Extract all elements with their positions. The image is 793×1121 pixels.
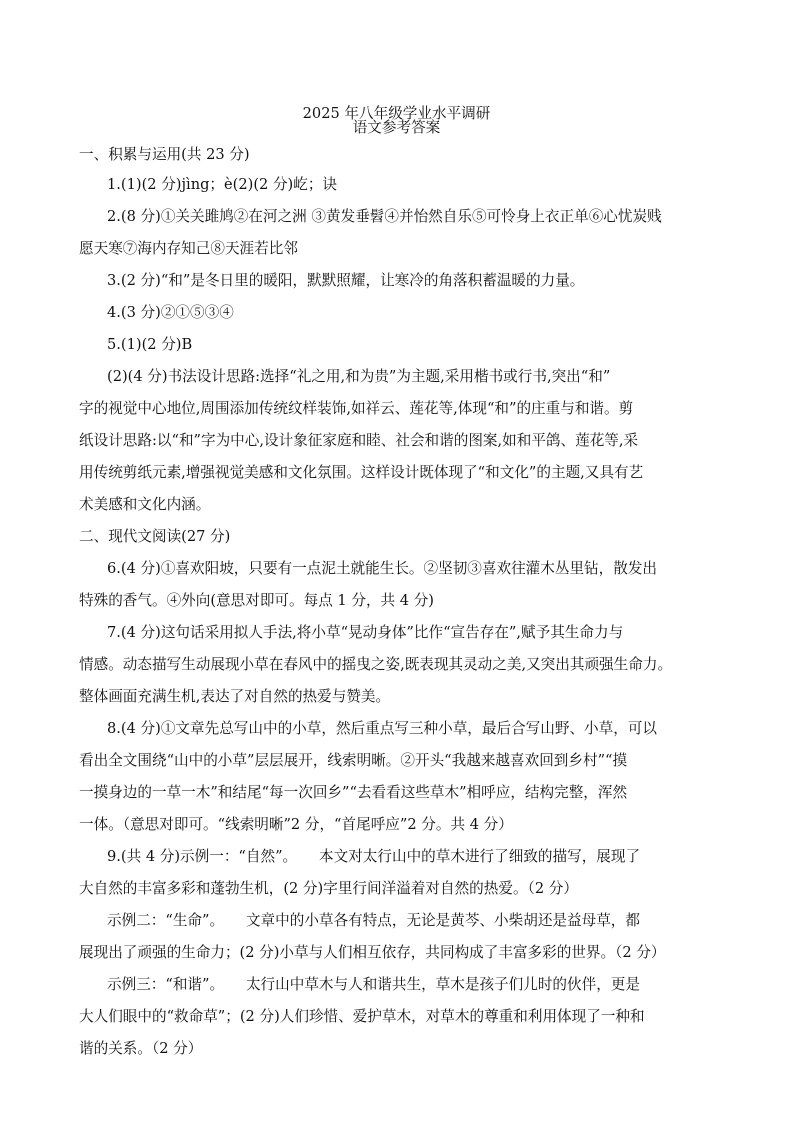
answer-q2-line1: 2.(8 分)①关关雎鸠②在河之洲 ③黄发垂髫④并怡然自乐⑤可怜身上衣正单⑥心忧炭贱 bbox=[107, 208, 662, 225]
answer-q9-example2-line2: 展现出了顽强的生命力；(2 分)小草与人们相互依存，共同构成了丰富多彩的世界。（2 分） bbox=[79, 944, 666, 961]
answer-q5-part2-line1: (2)(4 分)书法设计思路:选择“礼之用,和为贵”为主题,采用楷书或行书,突出“和” bbox=[107, 368, 611, 385]
answer-q6-line2: 特殊的香气。④外向(意思对即可。每点 1 分，共 4 分) bbox=[79, 592, 434, 609]
answer-q2-line2: 愿天寒⑦海内存知己⑧天涯若比邻 bbox=[79, 240, 298, 257]
answer-q7-line2: 情感。动态描写生动展现小草在春风中的摇曳之姿,既表现其灵动之美,又突出其顽强生命力。 bbox=[79, 656, 673, 673]
answer-q7-line3: 整体画面充满生机,表达了对自然的热爱与赞美。 bbox=[79, 688, 391, 705]
answer-q5-part2-line4: 用传统剪纸元素,增强视觉美感和文化氛围。这样设计既体现了“和文化”的主题,又具有艺 bbox=[79, 464, 644, 481]
page-subtitle: 语文参考答案 bbox=[352, 119, 441, 136]
answer-q6-line1: 6.(4 分)①喜欢阳坡，只要有一点泥土就能生长。②坚韧③喜欢往灌木丛里钻，散发出 bbox=[107, 560, 658, 577]
answer-q8-line4: 一体。（意思对即可。“线索明晰”2 分，“首尾呼应”2 分。共 4 分） bbox=[79, 816, 513, 833]
answer-q9-example3-line2: 大人们眼中的“救命草”；(2 分)人们珍惜、爱护草木，对草木的尊重和利用体现了一种和 bbox=[79, 1008, 645, 1025]
answer-q5-part2-line5: 术美感和文化内涵。 bbox=[79, 496, 211, 513]
answer-q7-line1: 7.(4 分)这句话采用拟人手法,将小草“晃动身体”比作“宣告存在”,赋予其生命力与 bbox=[107, 624, 624, 641]
answer-q4: 4.(3 分)②①⑤③④ bbox=[107, 304, 234, 321]
answer-q9-example1-line1: 9.(共 4 分)示例一：“自然”。 本文对太行山中的草木进行了细致的描写，展现了 bbox=[107, 848, 641, 865]
answer-q9-example1-line2: 大自然的丰富多彩和蓬勃生机，(2 分)字里行间洋溢着对自然的热爱。（2 分） bbox=[79, 880, 578, 897]
answer-q5-part2-line3: 纸设计思路:以“和”字为中心,设计象征家庭和睦、社会和谐的图案,如和平鸽、莲花等,采 bbox=[79, 432, 639, 449]
answer-q5-part1: 5.(1)(2 分)B bbox=[107, 336, 193, 353]
section-heading-modern-reading: 二、现代文阅读(27 分) bbox=[79, 528, 231, 545]
answer-q9-example3-line3: 谐的关系。（2 分） bbox=[79, 1040, 203, 1057]
section-heading-accumulation: 一、积累与运用(共 23 分) bbox=[79, 146, 250, 163]
answer-q3: 3.(2 分)“和”是冬日里的暖阳，默默照耀，让寒冷的角落积蓄温暖的力量。 bbox=[107, 272, 585, 289]
answer-q5-part2-line2: 字的视觉中心地位,周围添加传统纹样装饰,如祥云、莲花等,体现“和”的庄重与和谐。剪 bbox=[79, 400, 634, 417]
answer-q8-line1: 8.(4 分)①文章先总写山中的小草，然后重点写三种小草，最后合写山野、小草，可以 bbox=[107, 720, 658, 737]
answer-q8-line3: 一摸身边的一草一木”和结尾“每一次回乡”“去看看这些草木”相呼应，结构完整，浑然 bbox=[79, 784, 628, 801]
answer-q8-line2: 看出全文围绕“山中的小草”层层展开，线索明晰。②开头“我越来越喜欢回到乡村”“摸 bbox=[79, 752, 628, 769]
page-title: 2025 年八年级学业水平调研 bbox=[302, 105, 491, 122]
answer-q9-example3-line1: 示例三：“和谐”。 太行山中草木与人和谐共生，草木是孩子们儿时的伙伴，更是 bbox=[107, 976, 640, 993]
answer-q9-example2-line1: 示例二：“生命”。 文章中的小草各有特点，无论是黄芩、小柴胡还是益母草，都 bbox=[107, 912, 640, 929]
answer-q1: 1.(1)(2 分)jìng；è(2)(2 分)屹；诀 bbox=[107, 176, 338, 193]
